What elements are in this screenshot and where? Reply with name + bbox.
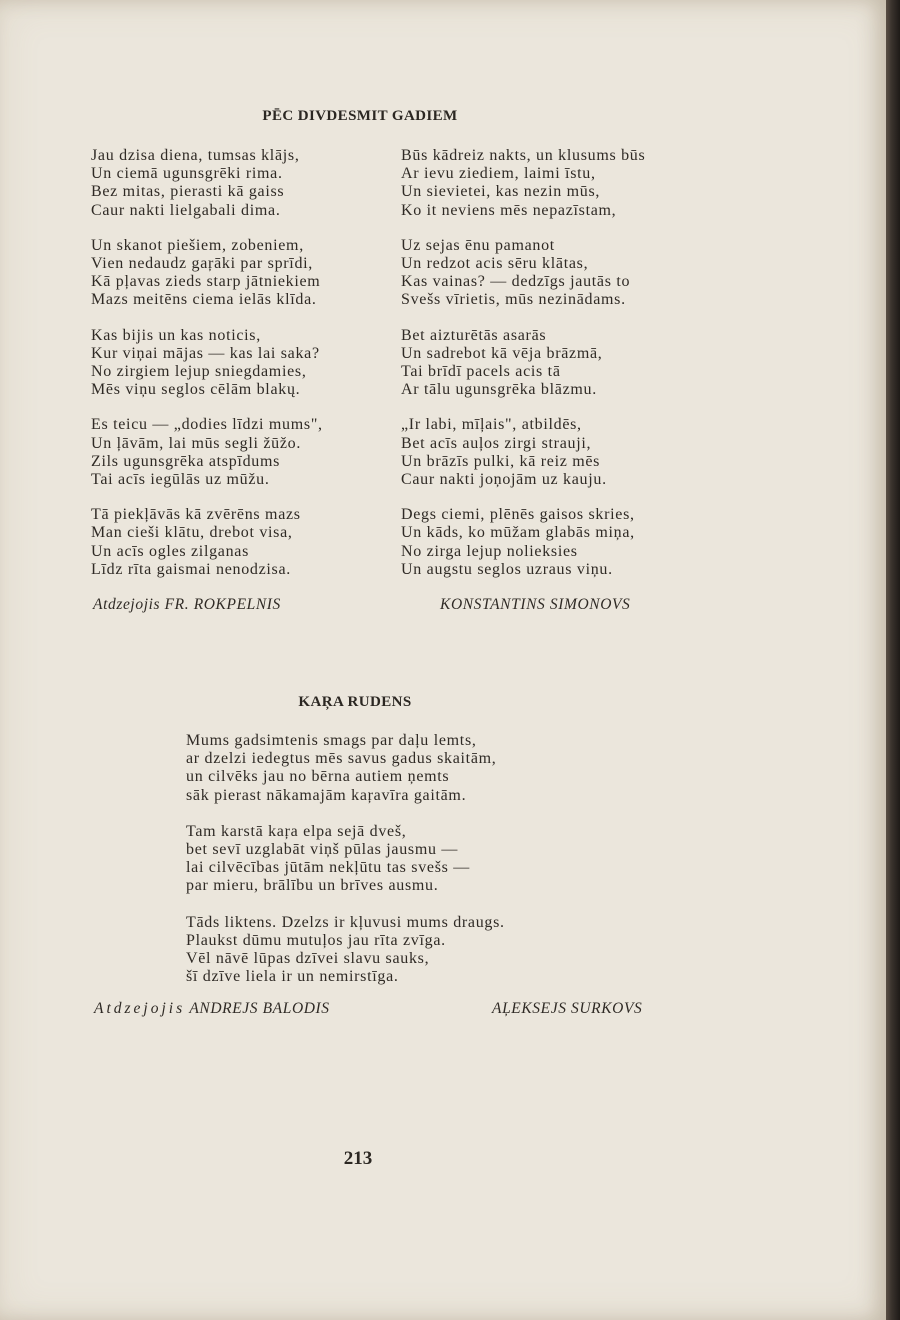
verse-line: lai cilvēcības jūtām nekļūtu tas svešs —	[186, 859, 470, 877]
stanza	[186, 732, 505, 805]
verse-line: Vien nedaudz gaŗāki par sprīdi,	[91, 255, 313, 273]
verse-line: Kas vainas? — dedzīgs jautās to	[401, 273, 631, 291]
stanza	[401, 416, 645, 489]
verse-line: ar dzelzi iedegtus mēs savus gadus skaitām,	[186, 750, 497, 768]
verse-line: Tāds liktens. Dzelzs ir kļuvusi mums draugs.	[186, 913, 505, 931]
verse-line: Svešs vīrietis, mūs nezinādams.	[401, 291, 626, 309]
verse-line: No zirga lejup nolieksies	[401, 542, 578, 560]
stanza	[186, 914, 505, 987]
verse-line: par mieru, brālību un brīves ausmu.	[186, 877, 439, 895]
poem1-author: KONSTANTINS SIMONOVS	[440, 596, 631, 613]
verse-line: Vēl nāvē lūpas dzīvei slavu sauks,	[186, 950, 430, 968]
verse-line: Un skanot piešiem, zobeniem,	[91, 236, 304, 254]
verse-line: Bez mitas, pierasti kā gaiss	[91, 183, 285, 201]
verse-line: Un sadrebot kā vēja brāzmā,	[401, 344, 603, 362]
verse-line: Kur viņai mājas — kas lai saka?	[91, 344, 320, 362]
stanza	[401, 506, 645, 579]
verse-line: Bet aizturētās asarās	[401, 326, 547, 344]
verse-line: Bet acīs auļos zirgi strauji,	[401, 434, 592, 452]
translator-name: ANDREJS BALODIS	[189, 1000, 330, 1017]
verse-line: Tā piekļāvās kā zvērēns mazs	[91, 506, 301, 524]
translator-label: Atdzejojis	[94, 1000, 186, 1017]
poem2-translator	[94, 1000, 330, 1018]
verse-line: Un augstu seglos uzraus viņu.	[401, 560, 613, 578]
verse-line: Ar ievu ziediem, laimi īstu,	[401, 165, 596, 183]
verse-line: Un kāds, ko mūžam glabās miņa,	[401, 524, 635, 542]
verse-line: Ar tālu ugunsgrēka blāzmu.	[401, 381, 597, 399]
stanza	[401, 147, 645, 220]
page-number: 213	[343, 1148, 373, 1169]
verse-line: Plaukst dūmu mutuļos jau rīta zvīga.	[186, 931, 446, 949]
verse-line: Zils ugunsgrēka atspīdums	[91, 452, 281, 470]
verse-line: Caur nakti joņojām uz kauju.	[401, 471, 607, 489]
verse-line: Es teicu — „dodies līdzi mums",	[91, 416, 323, 434]
stanza	[91, 416, 323, 489]
verse-line: No zirgiem lejup sniegdamies,	[91, 363, 307, 381]
verse-line: bet sevī uzglabāt viņš pūlas jausmu —	[186, 841, 459, 859]
verse-line: Būs kādreiz nakts, un klusums būs	[401, 147, 646, 164]
stanza	[91, 147, 323, 220]
verse-line: Mēs viņu seglos cēlām blakų.	[91, 381, 301, 399]
verse-line: Tai brīdī pacels acis tā	[401, 363, 561, 381]
verse-line: Kas bijis un kas noticis,	[91, 326, 261, 344]
poem1-left-column	[91, 147, 323, 596]
poem2-body	[186, 732, 505, 1004]
verse-line: Jau dzisa diena, tumsas klājs,	[91, 147, 300, 164]
poem1-right-column	[401, 147, 645, 596]
verse-line: Tai acīs iegūlās uz mūžu.	[91, 471, 270, 489]
verse-line: Un ļāvām, lai mūs segli žūžo.	[91, 434, 302, 452]
verse-line: Un redzot acis sēru klātas,	[401, 255, 589, 273]
stanza	[401, 327, 645, 400]
verse-line: Un ciemā ugunsgrēki rima.	[91, 165, 283, 183]
poem-title-pec-divdesmit-gadiem: PĒC DIVDESMIT GADIEM	[262, 108, 458, 124]
verse-line: Un acīs ogles zilganas	[91, 542, 250, 560]
stanza	[186, 823, 505, 896]
verse-line: un cilvēks jau no bērna autiem ņemts	[186, 768, 450, 786]
verse-line: sāk pierast nākamajām kaŗavīra gaitām.	[186, 786, 467, 804]
verse-line: Man cieši klātu, drebot visa,	[91, 524, 293, 542]
verse-line: Tam karstā kaŗa elpa sejā dveš,	[186, 822, 407, 840]
verse-line: Caur nakti lielgabali dima.	[91, 201, 281, 219]
verse-line: „Ir labi, mīļais", atbildēs,	[401, 416, 582, 434]
stanza	[91, 506, 323, 579]
verse-line: Un sievietei, kas nezin mūs,	[401, 183, 601, 201]
verse-line: Un brāzīs pulki, kā reiz mēs	[401, 452, 601, 470]
verse-line: Kā pļavas zieds starp jātniekiem	[91, 273, 321, 291]
poem1-translator: Atdzejojis FR. ROKPELNIS	[93, 596, 281, 613]
verse-line: šī dzīve liela ir un nemirstīga.	[186, 968, 399, 986]
stanza	[91, 237, 323, 310]
stanza	[401, 237, 645, 310]
verse-line: Mazs meitēns ciema ielās klīda.	[91, 291, 317, 309]
verse-line: Uz sejas ēnu pamanot	[401, 236, 555, 254]
verse-line: Ko it neviens mēs nepazīstam,	[401, 201, 617, 219]
poem-title-kara-rudens: KAŖA RUDENS	[298, 694, 412, 710]
poem2-author: AĻEKSEJS SURKOVS	[492, 1000, 643, 1017]
page-edge	[886, 0, 900, 1320]
stanza	[91, 327, 323, 400]
verse-line: Degs ciemi, plēnēs gaisos skries,	[401, 506, 635, 524]
verse-line: Mums gadsimtenis smags par daļu lemts,	[186, 732, 477, 749]
verse-line: Līdz rīta gaismai nenodzisa.	[91, 560, 291, 578]
